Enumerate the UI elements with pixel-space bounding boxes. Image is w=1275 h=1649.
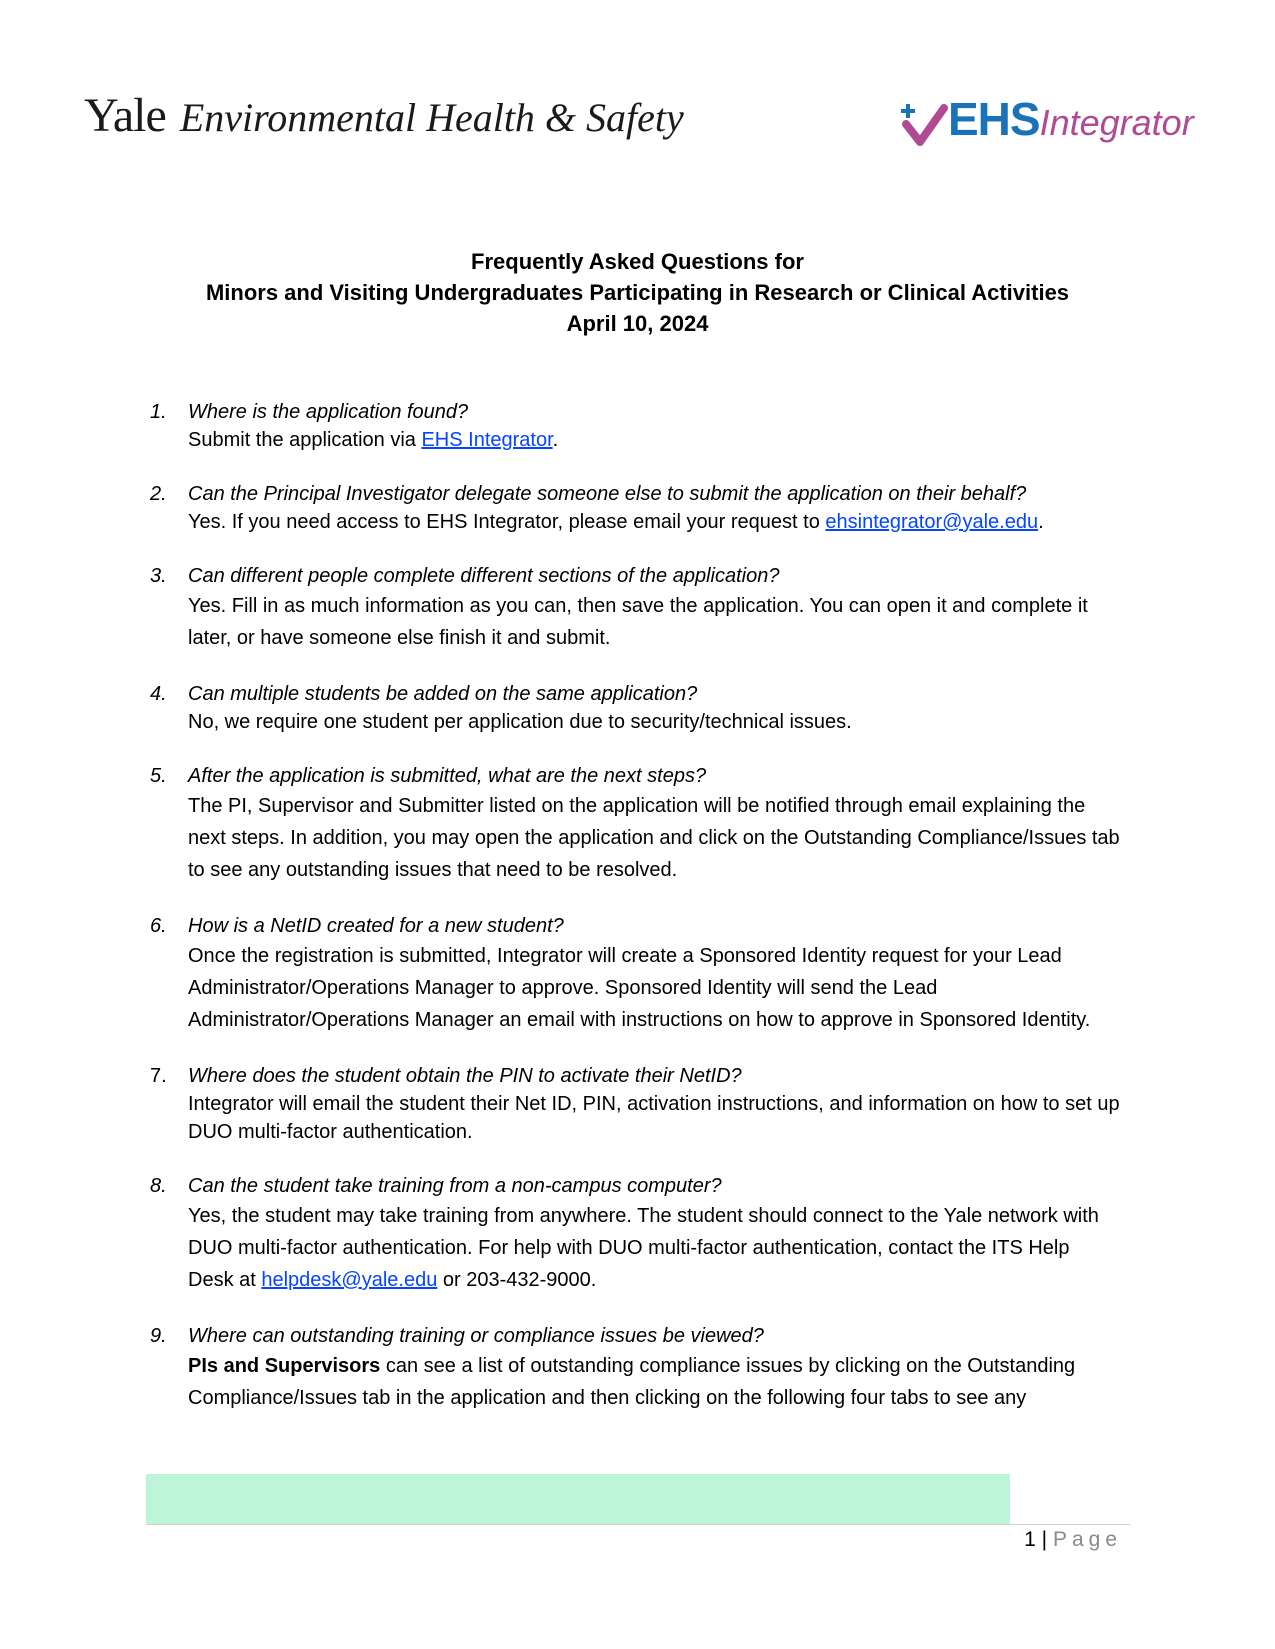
- ehsintegrator-email-link[interactable]: ehsintegrator@yale.edu: [825, 511, 1039, 533]
- ehs-mark: EHS: [948, 93, 1040, 145]
- yale-ehs-logo: [84, 88, 684, 143]
- faq-answer: Once the registration is submitted, Integrator will create a Sponsored Identity request for your Lead Administrator/Operations Manager to approve. Sponsored Identity will send the Lead Administrator/Operations Manager an email with instructions on how to approve in Sponsored Identity.: [188, 945, 1091, 1031]
- faq-answer: Integrator will email the student their Net ID, PIN, activation instructions, and information on how to set up DUO multi-factor authentication.: [188, 1093, 1120, 1143]
- faq-number: 7.: [150, 1065, 167, 1087]
- faq-number: 9.: [150, 1325, 167, 1347]
- faq-question: Where can outstanding training or compliance issues be viewed?: [188, 1325, 764, 1347]
- faq-number: 8.: [150, 1175, 167, 1197]
- faq-item-2: [150, 480, 1120, 536]
- title-date: April 10, 2024: [566, 311, 709, 336]
- faq-answer: No, we require one student per application due to security/technical issues.: [188, 711, 852, 733]
- page-word: Page: [1052, 1528, 1122, 1551]
- faq-answer: Yes, the student may take training from anywhere. The student should connect to the Yale network with DUO multi-factor authentication. For help with DUO multi-factor authentication, contact the ITS Help Desk at helpdesk@yale.edu or 203-432-9000.: [188, 1205, 1099, 1291]
- faq-answer: PIs and Supervisors can see a list of outstanding compliance issues by clicking on the Outstanding Compliance/Issues tab in the application and then clicking on the following four tabs to see any: [188, 1355, 1076, 1409]
- faq-number: 1.: [150, 401, 167, 423]
- title-line-2: Minors and Visiting Undergraduates Participating in Research or Clinical Activities: [205, 280, 1070, 305]
- faq-question: Where is the application found?: [188, 401, 469, 423]
- faq-list: [150, 398, 1120, 1440]
- faq-question: Can the student take training from a non-campus computer?: [188, 1175, 722, 1197]
- faq-question: After the application is submitted, what are the next steps?: [188, 765, 707, 787]
- faq-item-3: [150, 562, 1120, 654]
- yale-wordmark: Yale: [84, 89, 166, 142]
- title-line-1: Frequently Asked Questions for: [471, 249, 804, 274]
- faq-number: 6.: [150, 915, 167, 937]
- faq-item-5: [150, 762, 1120, 886]
- faq-answer: Yes. If you need access to EHS Integrator, please email your request to ehsintegrator@yale.edu.: [188, 511, 1044, 533]
- highlight-box: [146, 1474, 1010, 1524]
- footer-divider: [146, 1524, 1130, 1525]
- page-number: 1: [1024, 1528, 1036, 1551]
- faq-item-9: [150, 1322, 1120, 1414]
- faq-number: 3.: [150, 565, 167, 587]
- faq-question: Can multiple students be added on the same application?: [188, 683, 698, 705]
- ehs-integrator-link[interactable]: EHS Integrator: [421, 429, 553, 451]
- faq-question: Where does the student obtain the PIN to activate their NetID?: [188, 1065, 742, 1087]
- faq-item-8: [150, 1172, 1120, 1296]
- ehs-integrator-logo: [900, 92, 1194, 146]
- faq-answer: The PI, Supervisor and Submitter listed on the application will be notified through email explaining the next steps. In addition, you may open the application and click on the Outstanding Compliance/Issues tab to see any outstanding issues that need to be resolved.: [188, 795, 1120, 881]
- faq-answer: Yes. Fill in as much information as you can, then save the application. You can open it and complete it later, or have someone else finish it and submit.: [188, 595, 1088, 649]
- check-plus-icon: [900, 102, 948, 146]
- department-name: Environmental Health & Safety: [179, 95, 684, 140]
- page-footer: [1024, 1528, 1122, 1552]
- integrator-mark: Integrator: [1039, 102, 1194, 143]
- faq-question: Can the Principal Investigator delegate someone else to submit the application on their behalf?: [188, 483, 1027, 505]
- faq-question: How is a NetID created for a new student?: [188, 915, 564, 937]
- faq-item-1: [150, 398, 1120, 454]
- page-separator: |: [1035, 1528, 1053, 1551]
- faq-number: 5.: [150, 765, 167, 787]
- document-title: [0, 246, 1275, 339]
- faq-answer: Submit the application via EHS Integrator.: [188, 429, 559, 451]
- faq-item-7: [150, 1062, 1120, 1146]
- faq-item-6: [150, 912, 1120, 1036]
- faq-number: 4.: [150, 683, 167, 705]
- helpdesk-email-link[interactable]: helpdesk@yale.edu: [261, 1269, 438, 1291]
- faq-number: 2.: [150, 483, 167, 505]
- faq-item-4: [150, 680, 1120, 736]
- faq-question: Can different people complete different sections of the application?: [188, 565, 780, 587]
